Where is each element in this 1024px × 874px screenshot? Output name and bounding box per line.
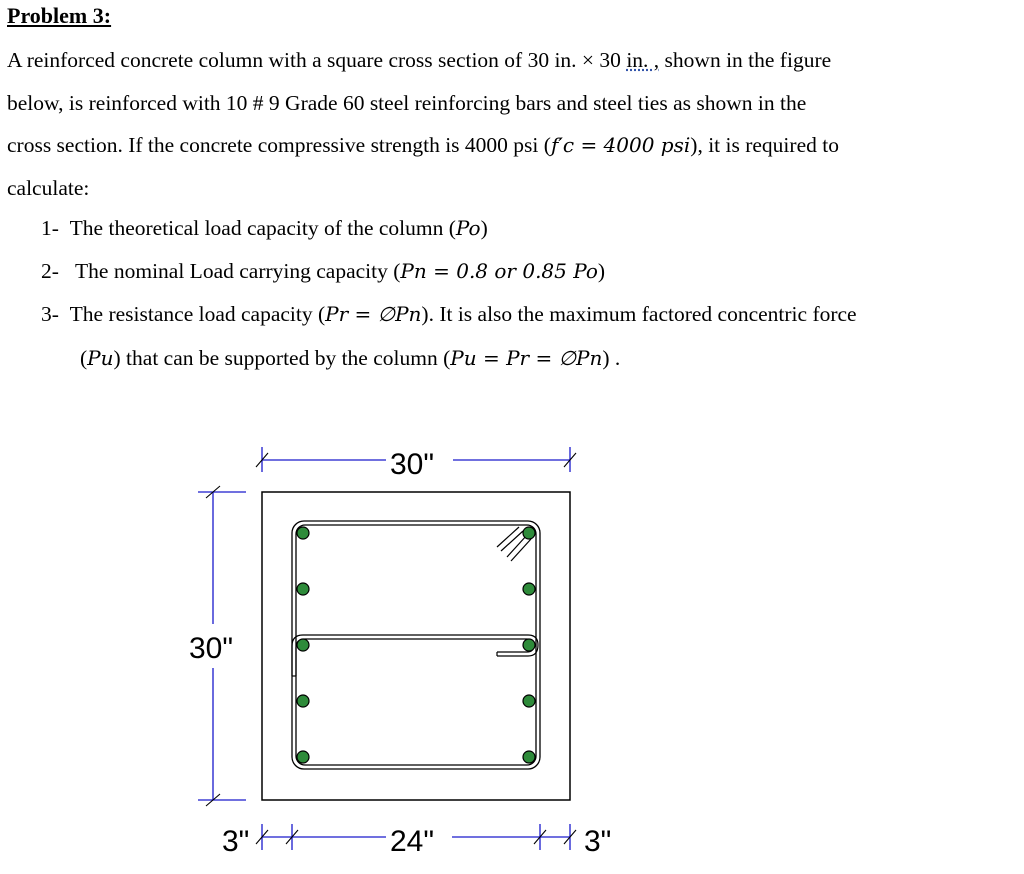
rebar xyxy=(297,695,309,707)
dim-bottom-right-label: 3" xyxy=(584,825,612,858)
rebar xyxy=(297,639,309,651)
statement-line-3: cross section. If the concrete compressive strength is 4000 psi (f′c = 4000 psi), it is required to xyxy=(7,133,839,158)
rebar xyxy=(523,527,535,539)
fc-equation: f′c = 4000 psi xyxy=(550,133,691,158)
list-item-2: 2- The nominal Load carrying capacity (Pn = 0.8 or 0.85 Po) xyxy=(41,259,606,283)
rebar xyxy=(523,583,535,595)
list-item-1: 1- The theoretical load capacity of the column (Po) xyxy=(41,216,488,240)
list-item-3-continued: (Pu) that can be supported by the column (Pu = Pr = ∅Pn) . xyxy=(80,346,621,370)
dim-top-label: 30" xyxy=(390,448,435,481)
rebar xyxy=(297,751,309,763)
rebar xyxy=(523,751,535,763)
spell-check-link[interactable]: in. , xyxy=(626,48,660,72)
rebar xyxy=(297,583,309,595)
statement-line-2: below, is reinforced with 10 # 9 Grade 60 steel reinforcing bars and steel ties as shown in the xyxy=(7,90,807,115)
list-item-3: 3- The resistance load capacity (Pr = ∅Pn). It is also the maximum factored concentric force xyxy=(41,302,857,326)
rebar xyxy=(523,695,535,707)
dim-bottom-left-label: 3" xyxy=(222,825,250,858)
rebar xyxy=(297,527,309,539)
statement-line-4: calculate: xyxy=(7,176,90,201)
statement-line-1: A reinforced concrete column with a square cross section of 30 in. × 30 in. , shown in the figure xyxy=(7,48,832,72)
problem-title: Problem 3: xyxy=(7,3,112,28)
dim-left-label: 30" xyxy=(189,632,234,665)
rebar xyxy=(523,639,535,651)
dim-bottom-mid-label: 24" xyxy=(390,825,435,858)
